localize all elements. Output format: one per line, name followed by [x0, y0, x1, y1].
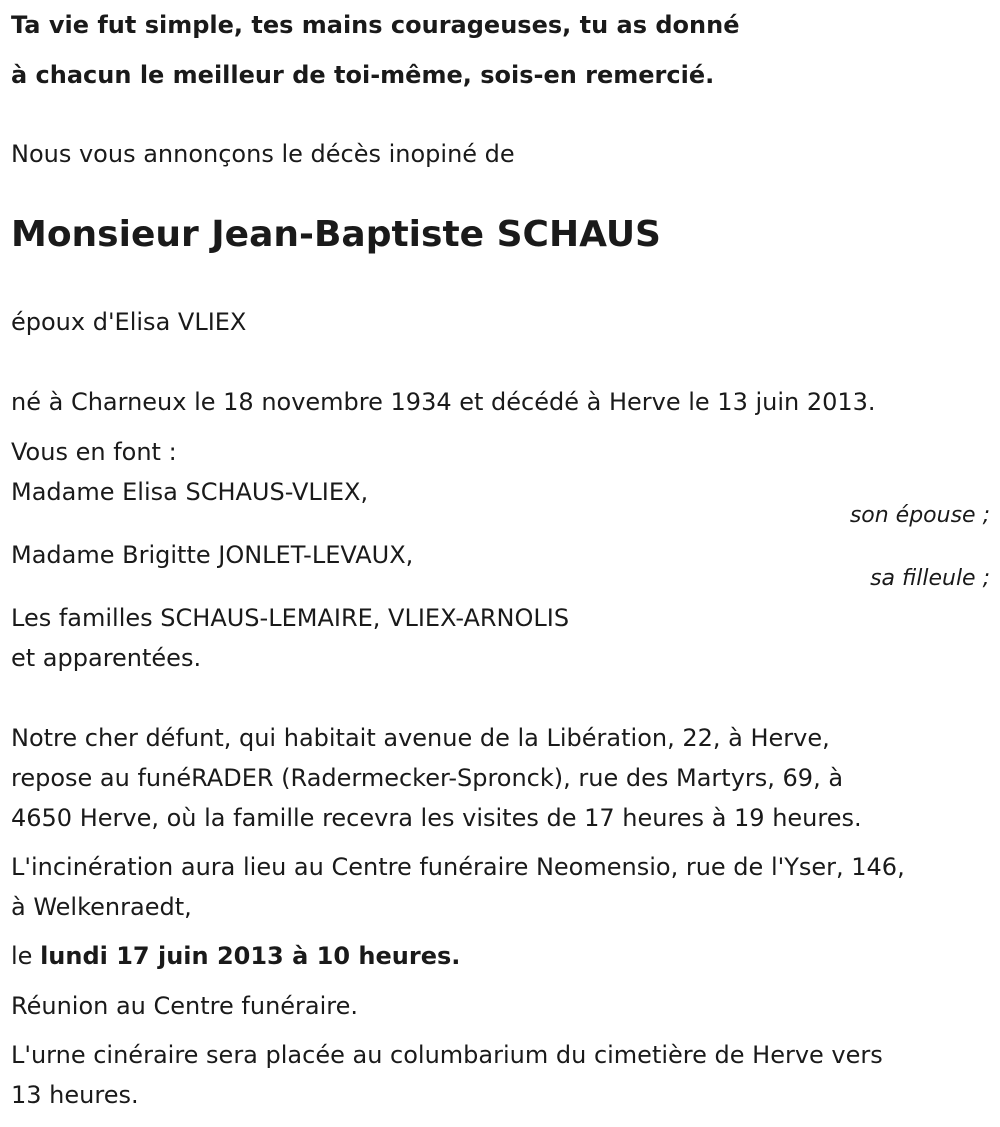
announcement-text: Nous vous annonçons le décès inopiné de — [11, 140, 515, 168]
visitation-line-3: 4650 Herve, où la famille recevra les visites de 17 heures à 19 heures. — [11, 804, 862, 832]
urn-line-1: L'urne cinéraire sera placée au columbarium du cimetière de Herve vers — [11, 1041, 883, 1069]
birth-death-line: né à Charneux le 18 novembre 1934 et décédé à Herve le 13 juin 2013. — [11, 388, 876, 416]
urn-line-2: 13 heures. — [11, 1081, 139, 1109]
mourner-relation: son épouse ; — [849, 503, 990, 528]
families-line-1: Les familles SCHAUS-LEMAIRE, VLIEX-ARNOLIS — [11, 604, 570, 632]
epigraph-line-1: Ta vie fut simple, tes mains courageuses, tu as donné — [11, 11, 740, 39]
mourner-name: Madame Brigitte JONLET-LEVAUX, — [11, 541, 414, 569]
mourner-name: Madame Elisa SCHAUS-VLIEX, — [11, 478, 369, 506]
mourner-relation: sa filleule ; — [870, 566, 990, 591]
ceremony-datetime: lundi 17 juin 2013 à 10 heures. — [40, 942, 461, 970]
gathering-line: Réunion au Centre funéraire. — [11, 992, 359, 1020]
epigraph-line-2: à chacun le meilleur de toi-même, sois-en remercié. — [11, 61, 715, 89]
cremation-line-1: L'incinération aura lieu au Centre funéraire Neomensio, rue de l'Yser, 146, — [11, 853, 905, 881]
spouse-line: époux d'Elisa VLIEX — [11, 308, 247, 336]
visitation-line-2: repose au funéRADER (Radermecker-Spronck), rue des Martyrs, 69, à — [11, 764, 844, 792]
families-line-2: et apparentées. — [11, 644, 202, 672]
visitation-line-1: Notre cher défunt, qui habitait avenue de la Libération, 22, à Herve, — [11, 724, 830, 752]
deceased-name: Monsieur Jean-Baptiste SCHAUS — [11, 214, 661, 255]
cremation-line-2: à Welkenraedt, — [11, 893, 192, 921]
ceremony-line — [11, 941, 460, 971]
mourners-intro: Vous en font : — [11, 438, 177, 466]
ceremony-prefix: le — [11, 942, 41, 970]
